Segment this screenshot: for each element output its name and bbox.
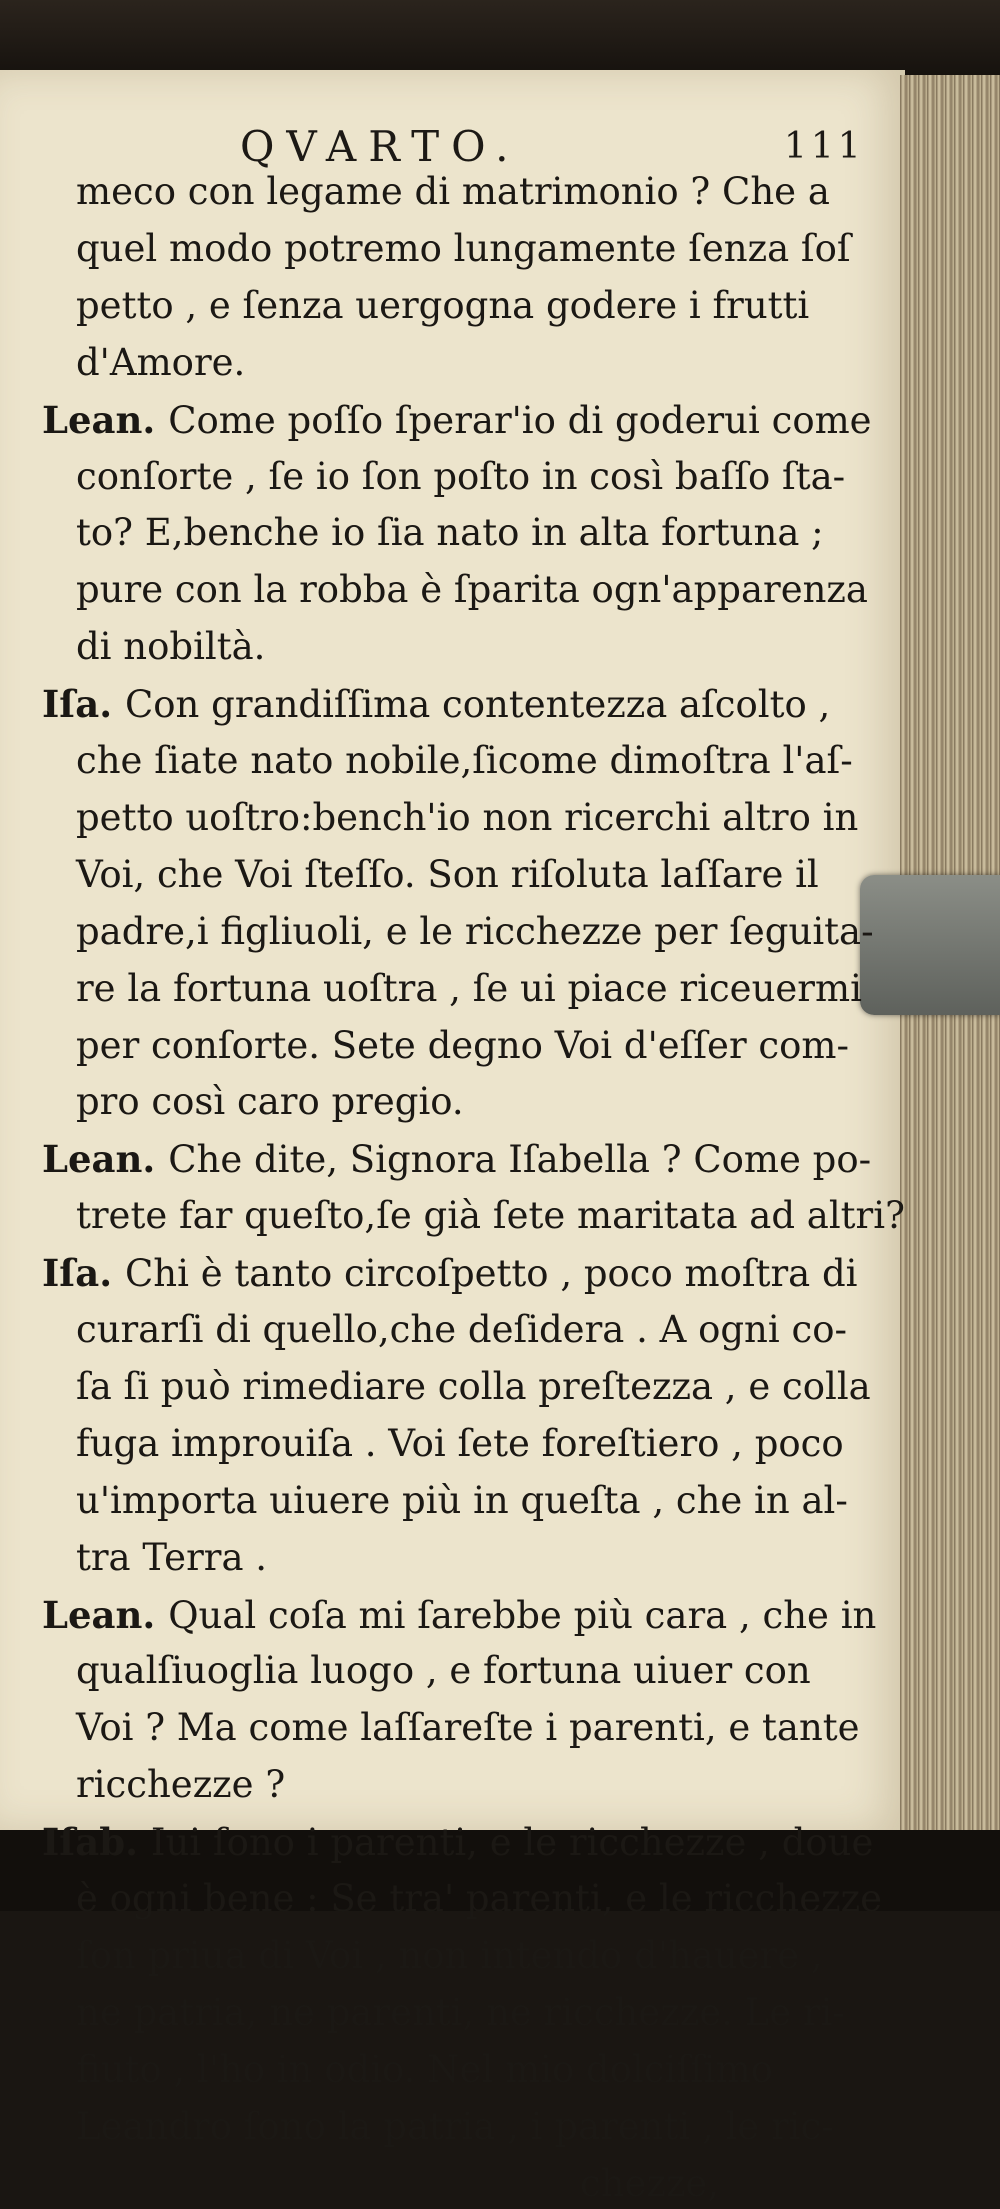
- text-line: petto , e ſenza uergogna godere i frutti: [76, 283, 810, 327]
- text-line: re la fortuna uoſtra , ſe ui piace riceuermi: [76, 966, 862, 1010]
- text-line: curarſi di quello,che deſidera . A ogni co-: [76, 1308, 847, 1351]
- book-clasp: [860, 875, 1000, 1015]
- speaker-label: Iſa.: [42, 1251, 125, 1296]
- text-line: padre,i figliuoli, e le ricchezze per ſeguita-: [76, 909, 874, 953]
- catchword: chezze,: [580, 2161, 720, 2205]
- text-line: pure con la robba è ſparita ogn'apparenza: [76, 568, 868, 612]
- speech-text: Con grandiſſima contentezza aſcolto ,: [124, 683, 831, 727]
- text-line: che ſiate nato nobile,ſicome dimoſtra l'aſ-: [76, 739, 853, 782]
- text-line: to? E,benche io ſia nato in alta fortuna ;: [76, 511, 824, 555]
- page-number: 111: [784, 126, 865, 167]
- text-line: conſorte , ſe io ſon poſto in così baſſo ſta-: [76, 454, 846, 498]
- text-line: [42, 1817, 873, 1868]
- text-line: fuga improuiſa . Voi ſete foreſtiero , poco: [76, 1421, 844, 1465]
- speaker-label: Iſab.: [42, 1820, 151, 1865]
- speech-text: Chi è tanto circoſpetto , poco moſtra di: [124, 1252, 858, 1296]
- text-line: Leandro ſono la patria , i parenti , le ric-: [76, 2104, 834, 2148]
- text-line: Voi ? Ma come laſſareſte i parenti, e tante: [76, 1706, 860, 1750]
- text-line: ne patria, ne parenti, ne ricchezze. Le ri-: [76, 1990, 845, 2034]
- text-line: [42, 1134, 871, 1185]
- speaker-label: Lean.: [42, 1592, 169, 1637]
- text-line: quel modo potremo lungamente ſenza ſoſ: [76, 226, 851, 270]
- text-line: ſon priua di Voi , non intendo d'hauere ,: [76, 1933, 823, 1977]
- speaker-label: Lean.: [42, 1137, 169, 1182]
- text-line: [42, 1590, 876, 1641]
- text-line: [42, 679, 830, 730]
- text-line: fiuto , l'ho in odio. Nel mio dolciſſimo: [76, 2047, 773, 2091]
- text-line: [42, 395, 872, 446]
- text-line: meco con legame di matrimonio ? Che a: [76, 170, 830, 213]
- text-line: ſa ſi può rimediare colla preſtezza , e colla: [76, 1364, 871, 1408]
- text-line: petto uoſtro:bench'io non ricerchi altro in: [76, 795, 859, 839]
- speaker-label: Lean.: [42, 397, 169, 442]
- speech-text: Iui ſono i parenti, e le ricchezze , doue: [150, 1821, 874, 1865]
- text-line: ricchezze ?: [76, 1763, 286, 1807]
- text-line: qualſiuoglia luogo , e fortuna uiuer con: [76, 1649, 811, 1693]
- text-line: tra Terra .: [76, 1535, 268, 1579]
- text-line: [42, 1248, 858, 1299]
- text-line: u'importa uiuere più in queſta , che in al-: [76, 1478, 848, 1522]
- speaker-label: Iſa.: [42, 682, 125, 727]
- text-line: è ogni bene : Se tra' parenti, e le ricchezze: [76, 1877, 882, 1920]
- text-line: trete far queſto,ſe già ſete maritata ad altri?: [76, 1194, 905, 1238]
- speech-text: Che dite, Signora Iſabella ? Come po-: [168, 1138, 872, 1182]
- text-line: per conſorte. Sete degno Voi d'eſſer com-: [76, 1023, 849, 1067]
- text-line: Voi, che Voi ſteſſo. Son riſoluta laſſare il: [76, 852, 819, 896]
- speech-text: Come poſſo ſperar'io di goderui come: [168, 398, 872, 442]
- text-line: d'Amore.: [76, 340, 246, 384]
- text-line: di nobiltà.: [76, 625, 266, 669]
- book-spine-background: [0, 0, 1000, 80]
- speech-text: Qual coſa mi ſarebbe più cara , che in: [168, 1593, 877, 1637]
- text-line: pro così caro pregio.: [76, 1080, 464, 1124]
- running-title: QVARTO.: [240, 122, 521, 171]
